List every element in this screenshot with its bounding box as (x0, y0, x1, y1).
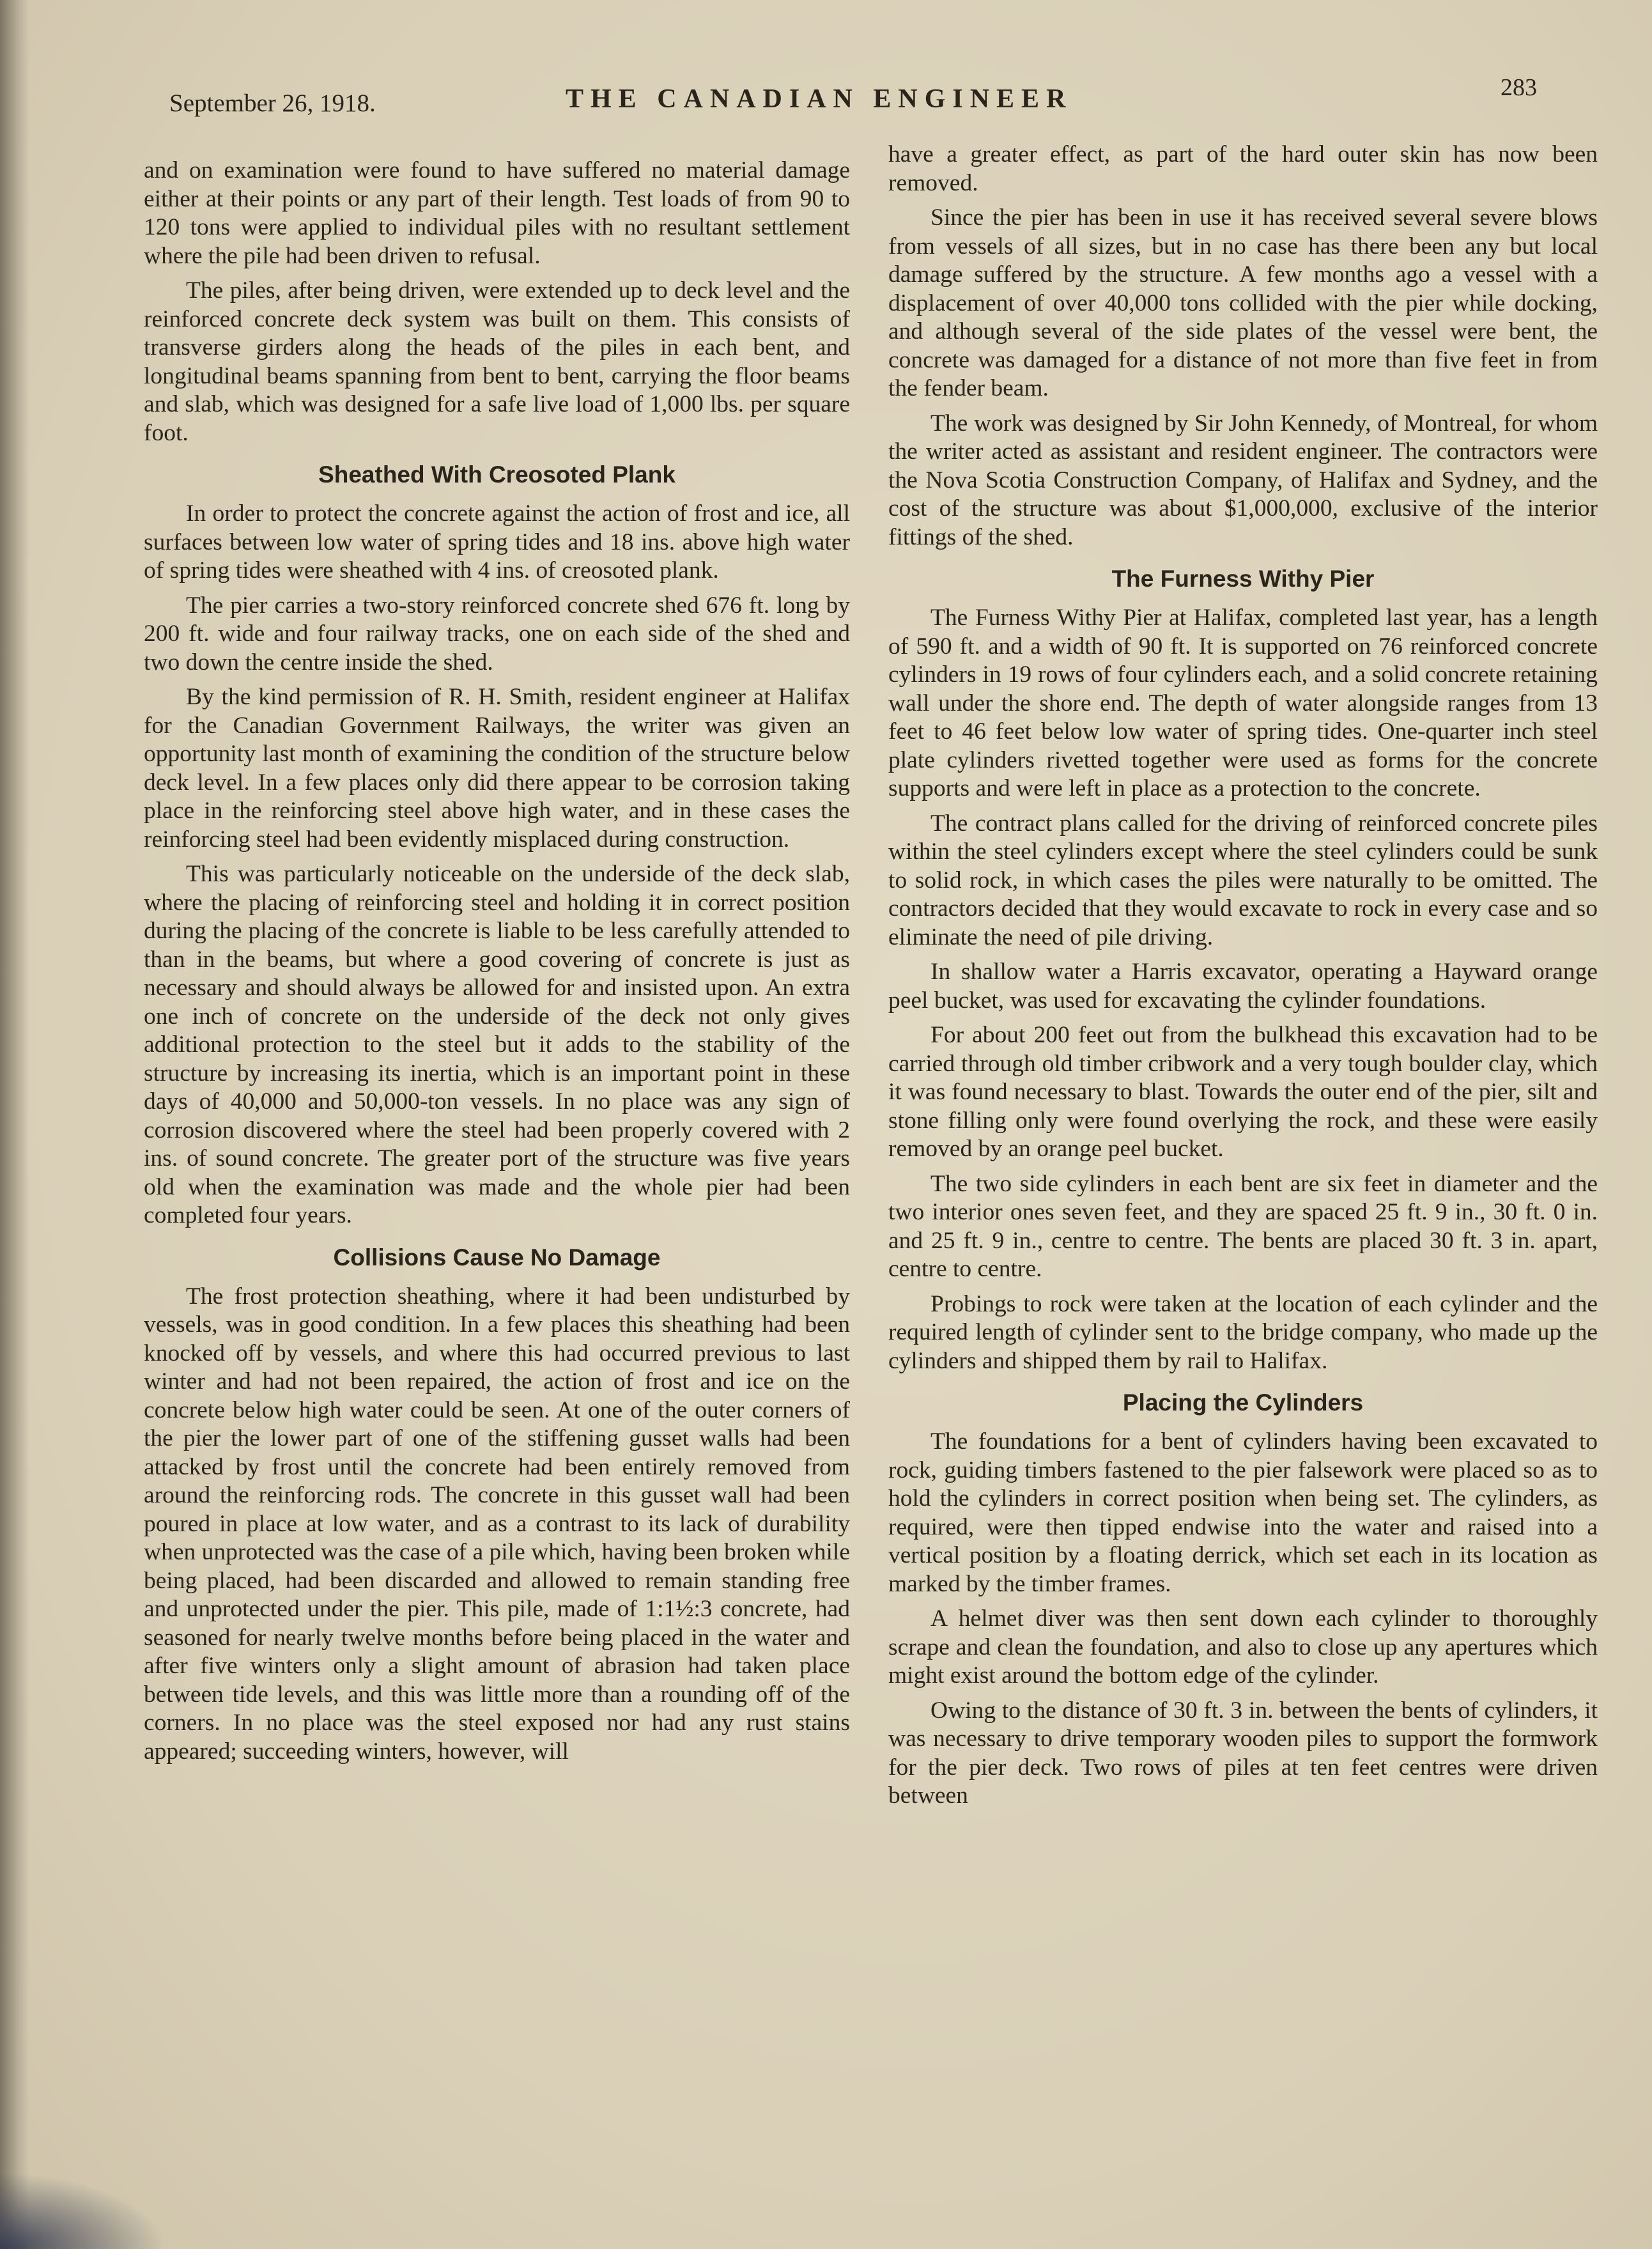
journal-title: THE CANADIAN ENGINEER (566, 84, 1073, 114)
left-column (144, 157, 850, 2138)
issue-date: September 26, 1918. (169, 89, 376, 117)
paragraph: The foundations for a bent of cylinders having been excavated to rock, guiding timbers fastened to the pier falsework were placed so as to hold the cylinders in correct position when being set. The cylinders, as required, were then tipped endwise into the water and raised into a vertical position by a floating derrick, which set each in its location as marked by the timber frames. (888, 1428, 1598, 1597)
paragraph: The Furness Withy Pier at Halifax, completed last year, has a length of 590 ft. and a width of 90 ft. It is supported on 76 reinforced concrete cylinders in 19 rows of four cylinders each, and a solid concrete retaining wall under the shore end. The depth of water alongside ranges from 13 feet to 46 feet below low water of spring tides. One-quarter inch steel plate cylinders rivetted together were used as forms for the concrete supports and were left in place as a protection to the concrete. (888, 605, 1598, 801)
paragraph: The piles, after being driven, were extended up to deck level and the reinforced concrete deck system was built on them. This consists of transverse girders along the heads of the piles in each bent, and longitudinal beams spanning from bent to bent, carrying the floor beams and slab, which was designed for a safe live load of 1,000 lbs. per square foot. (144, 277, 850, 446)
paragraph: This was particularly noticeable on the underside of the deck slab, where the placing of reinforcing steel and holding it in correct position during the placing of the concrete is liable to be less carefully attended to than in the beams, but where a good covering of concrete is just as necessary and should always be allowed for and insisted upon. An extra one inch of concrete on the underside of the deck not only gives additional protection to the steel but it adds to the stability of the structure by increasing its inertia, which is an important point in these days of 40,000 and 50,000-ton vessels. In no place was any sign of corrosion discovered where the steel had been properly covered with 2 ins. of sound concrete. The greater port of the structure was five years old when the examination was made and the whole pier had been completed four years. (144, 861, 850, 1228)
page-number: 283 (1501, 74, 1537, 101)
paragraph: The frost protection sheathing, where it had been undisturbed by vessels, was in good condition. In a few places this sheathing had been knocked off by vessels, and where this had occurred previous to last winter and had not been repaired, the action of frost and ice on the concrete below high water could be seen. At one of the outer corners of the pier the lower part of one of the stiffening gusset walls had been attacked by frost until the concrete had been entirely removed from around the reinforcing rods. The concrete in this gusset wall had been poured in place at low water, and as a contrast to its lack of durability when unprotected was the case of a pile which, having been broken while being placed, had been discarded and allowed to remain standing free and unprotected under the pier. This pile, made of 1:1½:3 concrete, had seasoned for nearly twelve months before being placed in the water and after five winters only a slight amount of abrasion had taken place between tide levels, and this was little more than a rounding off of the corners. In no place was the steel exposed nor had any rust stains appeared; succeeding winters, however, will (144, 1283, 850, 1765)
paragraph: In shallow water a Harris excavator, operating a Hayward orange peel bucket, was used for excavating the cylinder foundations. (888, 959, 1598, 1014)
paragraph: Probings to rock were taken at the location of each cylinder and the required length of cylinder sent to the bridge company, who made up the cylinders and shipped them by rail to Halifax. (888, 1290, 1598, 1374)
paragraph: In order to protect the concrete against the action of frost and ice, all surfaces between low water of spring tides and 18 ins. above high water of spring tides were sheathed with 4 ins. of creosoted plank. (144, 500, 850, 584)
section-heading: The Furness Withy Pier (1111, 566, 1375, 592)
paragraph: The contract plans called for the driving of reinforced concrete piles within the steel cylinders except where the steel cylinders could be sunk to solid rock, in which cases the piles were naturally to be omitted. The contractors decided that they would excavate to rock in every case and so eliminate the need of pile driving. (888, 810, 1598, 950)
paragraph: have a greater effect, as part of the hard outer skin has now been removed. (888, 141, 1598, 196)
paragraph: A helmet diver was then sent down each cylinder to thoroughly scrape and clean the foundation, and also to close up any apertures which might exist around the bottom edge of the cylinder. (888, 1605, 1598, 1689)
paragraph: The pier carries a two-story reinforced concrete shed 676 ft. long by 200 ft. wide and four railway tracks, one on each side of the shed and two down the centre inside the shed. (144, 592, 850, 676)
section-heading: Placing the Cylinders (1122, 1389, 1364, 1416)
section-heading: Sheathed With Creosoted Plank (318, 461, 675, 488)
right-column (888, 141, 1598, 2122)
paragraph: For about 200 feet out from the bulkhead this excavation had to be carried through old timber cribwork and a very tough boulder clay, which it was found necessary to blast. Towards the outer end of the pier, silt and stone filling only were found overlying the rock, and these were easily removed by an orange peel bucket. (888, 1022, 1598, 1162)
corner-shadow (0, 2172, 166, 2249)
paragraph: Owing to the distance of 30 ft. 3 in. between the bents of cylinders, it was necessary to drive temporary wooden piles to support the formwork for the pier deck. Two rows of piles at ten feet centres were driven between (888, 1697, 1598, 1809)
running-header (169, 73, 1537, 131)
paragraph: The two side cylinders in each bent are six feet in diameter and the two interior ones seven feet, and they are spaced 25 ft. 9 in., 30 ft. 0 in. and 25 ft. 9 in., centre to centre. The bents are placed 30 ft. 3 in. apart, centre to centre. (888, 1170, 1598, 1282)
paragraph: The work was designed by Sir John Kennedy, of Montreal, for whom the writer acted as assistant and resident engineer. The contractors were the Nova Scotia Construction Company, of Halifax and Sydney, and the cost of the structure was about $1,000,000, exclusive of the interior fittings of the shed. (888, 410, 1598, 550)
paragraph: and on examination were found to have suffered no material damage either at their points or any part of their length. Test loads of from 90 to 120 tons were applied to individual piles with no resultant settlement where the pile had been driven to refusal. (144, 157, 850, 269)
paragraph: By the kind permission of R. H. Smith, resident engineer at Halifax for the Canadian Government Railways, the writer was given an opportunity last month of examining the condition of the structure below deck level. In a few places only did there appear to be corrosion taking place in the reinforcing steel above high water, and in these cases the reinforcing steel had been evidently misplaced during construction. (144, 684, 850, 853)
book-spine-shadow (0, 0, 29, 2249)
section-heading: Collisions Cause No Damage (333, 1244, 661, 1271)
paragraph: Since the pier has been in use it has received several severe blows from vessels of all sizes, but in no case has there been any but local damage suffered by the structure. A few months ago a vessel with a displacement of over 40,000 tons collided with the pier while docking, and although several of the side plates of the vessel were bent, the concrete was damaged for a distance of not more than five feet in from the fender beam. (888, 205, 1598, 401)
